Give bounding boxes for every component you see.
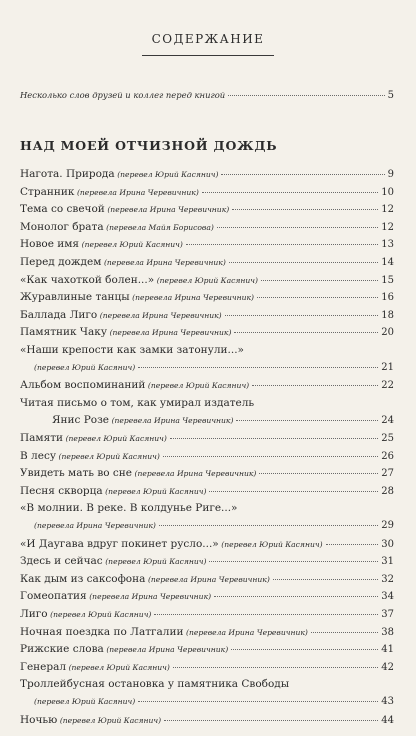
entry-translator: (перевел Юрий Касянич) <box>50 610 152 619</box>
toc-entry <box>34 520 394 535</box>
toc-entry <box>20 432 394 447</box>
toc-entry <box>20 678 394 693</box>
dot-leader <box>159 524 378 526</box>
entry-translator: (перевел Юрий Касянич) <box>65 434 167 443</box>
entry-title: Памятник Чаку <box>20 326 108 339</box>
page-number: 12 <box>381 204 394 216</box>
page-number: 20 <box>381 327 394 339</box>
dot-leader <box>164 719 378 721</box>
entry-title: Нагота. Природа <box>20 168 115 180</box>
dot-leader <box>231 648 378 650</box>
dot-leader <box>229 261 378 263</box>
title-underline <box>142 55 274 56</box>
entry-translator: (перевела Ирина Черевичник) <box>147 574 270 584</box>
dot-leader <box>173 666 378 668</box>
toc-entry <box>20 502 394 517</box>
toc-entry <box>20 626 394 641</box>
page-number: 22 <box>381 380 394 392</box>
dot-leader <box>234 331 378 333</box>
toc-entry <box>20 326 394 341</box>
dot-leader <box>214 595 378 597</box>
toc-entry <box>20 168 394 183</box>
entry-title: Троллейбусная остановка у памятника Свободы <box>20 678 290 691</box>
dot-leader <box>225 314 379 316</box>
entry-title: Баллада Лиго <box>20 308 98 321</box>
dot-leader <box>311 631 378 633</box>
entry-translator: (перевел Юрий Касянич) <box>105 486 207 496</box>
entry-translator: (перевела Ирина Черевичник) <box>76 187 199 197</box>
intro-title: Несколько слов друзей и коллег перед книгой <box>20 90 226 100</box>
toc-entry <box>20 397 394 412</box>
entry-translator: (перевела Майя Борисова) <box>106 222 214 232</box>
toc-entry <box>20 467 394 482</box>
toc-entry <box>20 344 394 359</box>
dot-leader <box>202 191 378 193</box>
dot-leader <box>228 94 384 96</box>
toc-entry <box>20 379 394 394</box>
toc-entry-intro <box>20 90 394 105</box>
toc-entry <box>20 203 394 218</box>
dot-leader <box>221 173 384 175</box>
entry-title: Здесь и сейчас <box>20 555 103 568</box>
toc-entry <box>20 309 394 324</box>
dot-leader <box>186 243 378 245</box>
page-number: 27 <box>381 468 394 480</box>
entry-translator: (перевел Юрий Касянич) <box>34 697 136 706</box>
entry-title: Читая письмо о том, как умирал издатель <box>20 396 255 409</box>
toc-entry <box>20 661 394 676</box>
dot-leader <box>273 578 378 580</box>
entry-title: Гомеопатия <box>20 590 87 603</box>
entry-title: Как дым из саксофона <box>20 572 146 585</box>
entry-title: Тема со свечой <box>20 203 105 216</box>
toc-entry <box>20 291 394 306</box>
section-title: НАД МОЕЙ ОТЧИЗНОЙ ДОЖДЬ <box>20 138 278 153</box>
entry-title: Альбом воспоминаний <box>20 379 146 392</box>
entry-translator: (перевел Юрий Касянич) <box>58 451 160 461</box>
dot-leader <box>209 560 378 562</box>
toc-entry <box>52 414 394 429</box>
page-number: 15 <box>381 274 394 286</box>
entry-translator: (перевела Ирина Черевичник) <box>186 627 308 637</box>
page-number: 12 <box>381 221 394 233</box>
page-number: 34 <box>381 591 394 603</box>
entry-title: «Наши крепости как замки затонули...» <box>20 344 244 356</box>
page-number: 38 <box>381 626 394 638</box>
toc-entry <box>20 643 394 658</box>
entry-translator: (перевела Ирина Черевичник) <box>111 416 234 426</box>
entry-title: «Как чахоткой болен...» <box>20 273 155 286</box>
page-number: 29 <box>381 520 394 531</box>
dot-leader <box>326 543 379 545</box>
dot-leader <box>209 490 378 492</box>
toc-entry <box>20 450 394 465</box>
toc-entry <box>20 485 394 500</box>
page-number: 26 <box>381 450 394 462</box>
toc-entry <box>20 555 394 570</box>
page-number: 18 <box>381 309 394 321</box>
entry-title: Рижские слова <box>20 643 104 656</box>
entry-translator: (перевел Юрий Касянич) <box>221 539 323 549</box>
entry-title: Журавлиные танцы <box>20 291 130 304</box>
page-number: 10 <box>381 186 394 198</box>
entry-title: Памяти <box>20 432 64 444</box>
entry-title: В лесу <box>20 449 56 462</box>
page-number: 21 <box>381 361 394 373</box>
toc-entry <box>34 696 394 711</box>
page-title: СОДЕРЖАНИЕ <box>151 32 265 46</box>
page-number: 42 <box>381 661 394 673</box>
page-number: 13 <box>381 239 394 251</box>
entry-translator: (перевела Ирина Черевичник) <box>132 293 255 303</box>
dot-leader <box>252 384 378 386</box>
entry-translator: (перевел Юрий Касянич) <box>34 362 136 372</box>
toc-entry <box>20 538 394 553</box>
entry-translator: (перевела Ирина Черевичник) <box>107 205 230 215</box>
entry-title: «В молнии. В реке. В колдунье Риге...» <box>20 502 238 515</box>
toc-entry <box>20 256 394 271</box>
entry-translator: (перевела Ирина Черевичник) <box>99 310 222 320</box>
entry-title: Новое имя <box>20 238 80 251</box>
page-number: 28 <box>381 485 394 497</box>
dot-leader <box>163 455 378 457</box>
toc-entry <box>20 573 394 588</box>
dot-leader <box>154 613 378 615</box>
entry-translator: (перевел Юрий Касянич) <box>147 381 250 391</box>
page-number: 41 <box>381 644 394 656</box>
entry-translator: (перевел Юрий Касянич) <box>81 240 183 250</box>
dot-leader <box>232 208 378 210</box>
entry-translator: (перевела Ирина Черевичник) <box>109 328 232 338</box>
entry-title: Перед дождем <box>20 256 102 268</box>
entry-translator: (перевела Ирина Черевичник) <box>89 592 212 602</box>
toc-entry <box>20 186 394 201</box>
dot-leader <box>236 419 378 421</box>
page-number: 25 <box>381 433 394 444</box>
entry-translator: (перевела Ирина Черевичник) <box>34 521 156 530</box>
toc-entry <box>20 608 394 623</box>
page-number: 16 <box>381 292 394 304</box>
page-number: 32 <box>381 573 394 585</box>
entry-title: Лиго <box>20 608 48 620</box>
dot-leader <box>259 472 378 474</box>
page-number: 30 <box>381 538 394 550</box>
entry-title: Монолог брата <box>20 220 104 233</box>
dot-leader <box>138 366 378 368</box>
entry-title: Янис Розе <box>52 414 110 427</box>
entry-title: Генерал <box>20 660 67 673</box>
toc-entry <box>20 590 394 605</box>
entry-translator: (перевела Ирина Черевичник) <box>106 645 229 655</box>
toc-entry <box>20 714 394 729</box>
toc-entry <box>34 362 394 377</box>
entry-translator: (перевел Юрий Касянич) <box>68 662 170 672</box>
dot-leader <box>257 296 378 298</box>
entry-title: Странник <box>20 185 75 198</box>
entry-translator: (перевел Юрий Касянич) <box>59 715 162 725</box>
entry-translator: (перевел Юрий Касянич) <box>105 557 207 567</box>
entry-title: Увидеть мать во сне <box>20 467 132 480</box>
page-number: 14 <box>381 257 394 268</box>
page-number: 44 <box>381 714 394 726</box>
entry-translator: (перевел Юрий Касянич) <box>117 170 219 179</box>
entry-title: Песня скворца <box>20 484 103 497</box>
toc-entry <box>20 274 394 289</box>
entry-translator: (перевела Ирина Черевичник) <box>103 258 226 267</box>
dot-leader <box>217 226 378 228</box>
page-number: 5 <box>387 90 394 101</box>
dot-leader <box>170 437 378 439</box>
page-number: 43 <box>381 696 394 707</box>
entry-title: «И Даугава вдруг покинет русло...» <box>20 537 219 550</box>
page-number: 9 <box>387 169 394 180</box>
dot-leader <box>138 700 378 702</box>
entry-title: Ночная поездка по Латгалии <box>20 625 184 638</box>
dot-leader <box>261 279 378 281</box>
toc-entry <box>20 238 394 253</box>
entry-translator: (перевел Юрий Касянич) <box>156 275 258 285</box>
entry-translator: (перевела Ирина Черевичник) <box>134 469 257 479</box>
page-number: 37 <box>381 609 394 620</box>
entry-title: Ночью <box>20 713 58 726</box>
page-number: 31 <box>381 556 394 568</box>
toc-entry <box>20 221 394 236</box>
page-number: 24 <box>381 415 394 427</box>
